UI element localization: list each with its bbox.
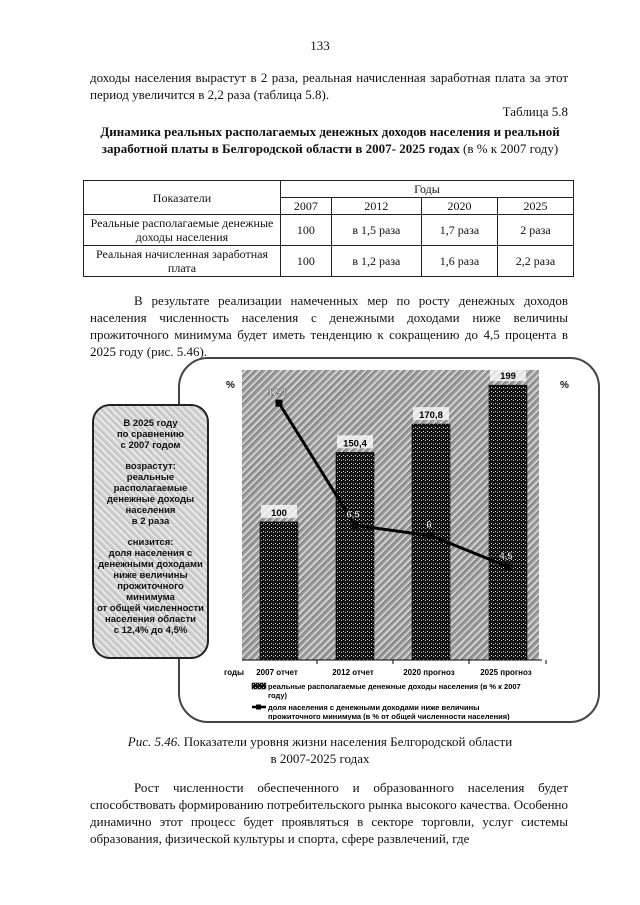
bar-label: 100 bbox=[271, 507, 287, 519]
line-point bbox=[276, 400, 283, 407]
cell: в 1,5 раза bbox=[331, 215, 421, 246]
cell: 1,6 раза bbox=[421, 246, 497, 277]
line-point bbox=[505, 563, 512, 570]
summary-line: с 12,4% до 4,5% bbox=[113, 625, 188, 636]
summary-line: снизится: bbox=[127, 537, 174, 548]
header-indicators: Показатели bbox=[84, 181, 281, 215]
summary-line: реальные bbox=[126, 472, 175, 483]
paragraph-3 bbox=[90, 779, 568, 847]
bar-label: 150,4 bbox=[343, 438, 367, 450]
row-name: Реальные располагаемые денежные доходы населения bbox=[84, 215, 281, 246]
row-name: Реальная начисленная заработная плата bbox=[84, 246, 281, 277]
summary-line: населения области bbox=[104, 614, 197, 625]
legend-line-marker bbox=[256, 705, 261, 710]
paragraph-2-text: В результате реализации намеченных мер по росту денежных доходов населения численность населения с денежными доходами ниже величины прожиточного минимума будет иметь тенденцию к сокращению до 4,5 процента в 2025 году (рис. 5.46). bbox=[90, 293, 568, 359]
summary-line: ниже величины bbox=[113, 570, 188, 581]
summary-line: доля населения с bbox=[108, 548, 193, 559]
year-2012: 2012 bbox=[331, 198, 421, 215]
paragraph-1: доходы населения вырастут в 2 раза, реальная начисленная заработная плата за этот период увеличится в 2,2 раза (таблица 5.8). bbox=[90, 70, 568, 102]
cell: 2 раза bbox=[497, 215, 573, 246]
bar-label: 199 bbox=[500, 371, 516, 383]
caption-text: Показатели уровня жизни населения Белгородской области bbox=[180, 734, 513, 749]
table-row bbox=[84, 246, 574, 277]
legend-line-label: доля населения с денежными доходами ниже величины прожиточного минимума (в % от общей численности населения) bbox=[268, 703, 510, 720]
summary-line: от общей численности bbox=[96, 603, 205, 614]
bar bbox=[336, 452, 374, 660]
line-point bbox=[428, 532, 435, 539]
page-number: 133 bbox=[310, 38, 330, 53]
x-tick-label: 2025 прогноз bbox=[480, 668, 532, 677]
table-row bbox=[84, 215, 574, 246]
data-table bbox=[83, 180, 574, 277]
series-line bbox=[279, 403, 508, 567]
chart bbox=[222, 370, 562, 720]
summary-line: прожиточного bbox=[117, 581, 184, 592]
x-tick-label: 2020 прогноз bbox=[403, 668, 455, 677]
summary-line: с 2007 годом bbox=[120, 440, 181, 451]
year-2020: 2020 bbox=[421, 198, 497, 215]
cell: 1,7 раза bbox=[421, 215, 497, 246]
cell: в 1,2 раза bbox=[331, 246, 421, 277]
summary-line: располагаемые bbox=[113, 483, 188, 494]
summary-line: минимума bbox=[126, 592, 175, 603]
line-label: 6,5 bbox=[346, 509, 360, 521]
cell: 100 bbox=[281, 215, 332, 246]
paragraph-3-text: Рост численности обеспеченного и образованного населения будет способствовать формированию потребительского рынка высокого качества. Особенно динамично этот процесс будет проявляться в секторе торговли, услуг системы образования, физической культуры и спорта, сфере развлечений, где bbox=[90, 780, 568, 846]
table-label: Таблица 5.8 bbox=[502, 104, 568, 119]
legend-bar-label: реальные располагаемые денежные доходы населения (в % к 2007 году) bbox=[268, 682, 521, 700]
table-title-unit: (в % к 2007 году) bbox=[459, 141, 559, 156]
summary-line: в 2 раза bbox=[131, 516, 170, 527]
summary-box bbox=[92, 404, 209, 659]
table-title bbox=[96, 123, 564, 157]
legend-bar-swatch bbox=[252, 683, 266, 689]
summary-line: по сравнению bbox=[116, 429, 185, 440]
x-axis-label: годы bbox=[224, 668, 244, 677]
header-years: Годы bbox=[281, 181, 574, 198]
cell: 2,2 раза bbox=[497, 246, 573, 277]
summary-line: возрастут: bbox=[125, 461, 176, 472]
x-tick-label: 2012 отчет bbox=[332, 668, 374, 677]
year-2025: 2025 bbox=[497, 198, 573, 215]
year-2007: 2007 bbox=[281, 198, 332, 215]
figure-caption bbox=[0, 733, 640, 767]
bar bbox=[489, 385, 527, 660]
y-unit-left: % bbox=[226, 380, 235, 391]
x-tick-label: 2007 отчет bbox=[256, 668, 298, 677]
summary-line: денежными доходами bbox=[98, 559, 203, 570]
bar bbox=[260, 522, 298, 660]
table-title-bold: Динамика реальных располагаемых денежных доходов населения и реальной заработной платы в Белгородской области в 2007- 2025 годах bbox=[100, 124, 560, 156]
figure-label: Рис. 5.46. bbox=[127, 734, 181, 749]
line-label: 4,5 bbox=[499, 550, 513, 562]
summary-line: населения bbox=[125, 505, 176, 516]
line-point bbox=[352, 522, 359, 529]
line-label: 12,4 bbox=[267, 387, 287, 399]
bar-label: 170,8 bbox=[419, 410, 443, 422]
line-label: 6 bbox=[426, 519, 432, 531]
y-unit-right: % bbox=[560, 380, 569, 391]
summary-line: В 2025 году bbox=[123, 418, 178, 429]
cell: 100 bbox=[281, 246, 332, 277]
paragraph-2 bbox=[90, 292, 568, 360]
caption-line2: в 2007-2025 годах bbox=[270, 751, 370, 766]
summary-line: денежные доходы bbox=[106, 494, 195, 505]
